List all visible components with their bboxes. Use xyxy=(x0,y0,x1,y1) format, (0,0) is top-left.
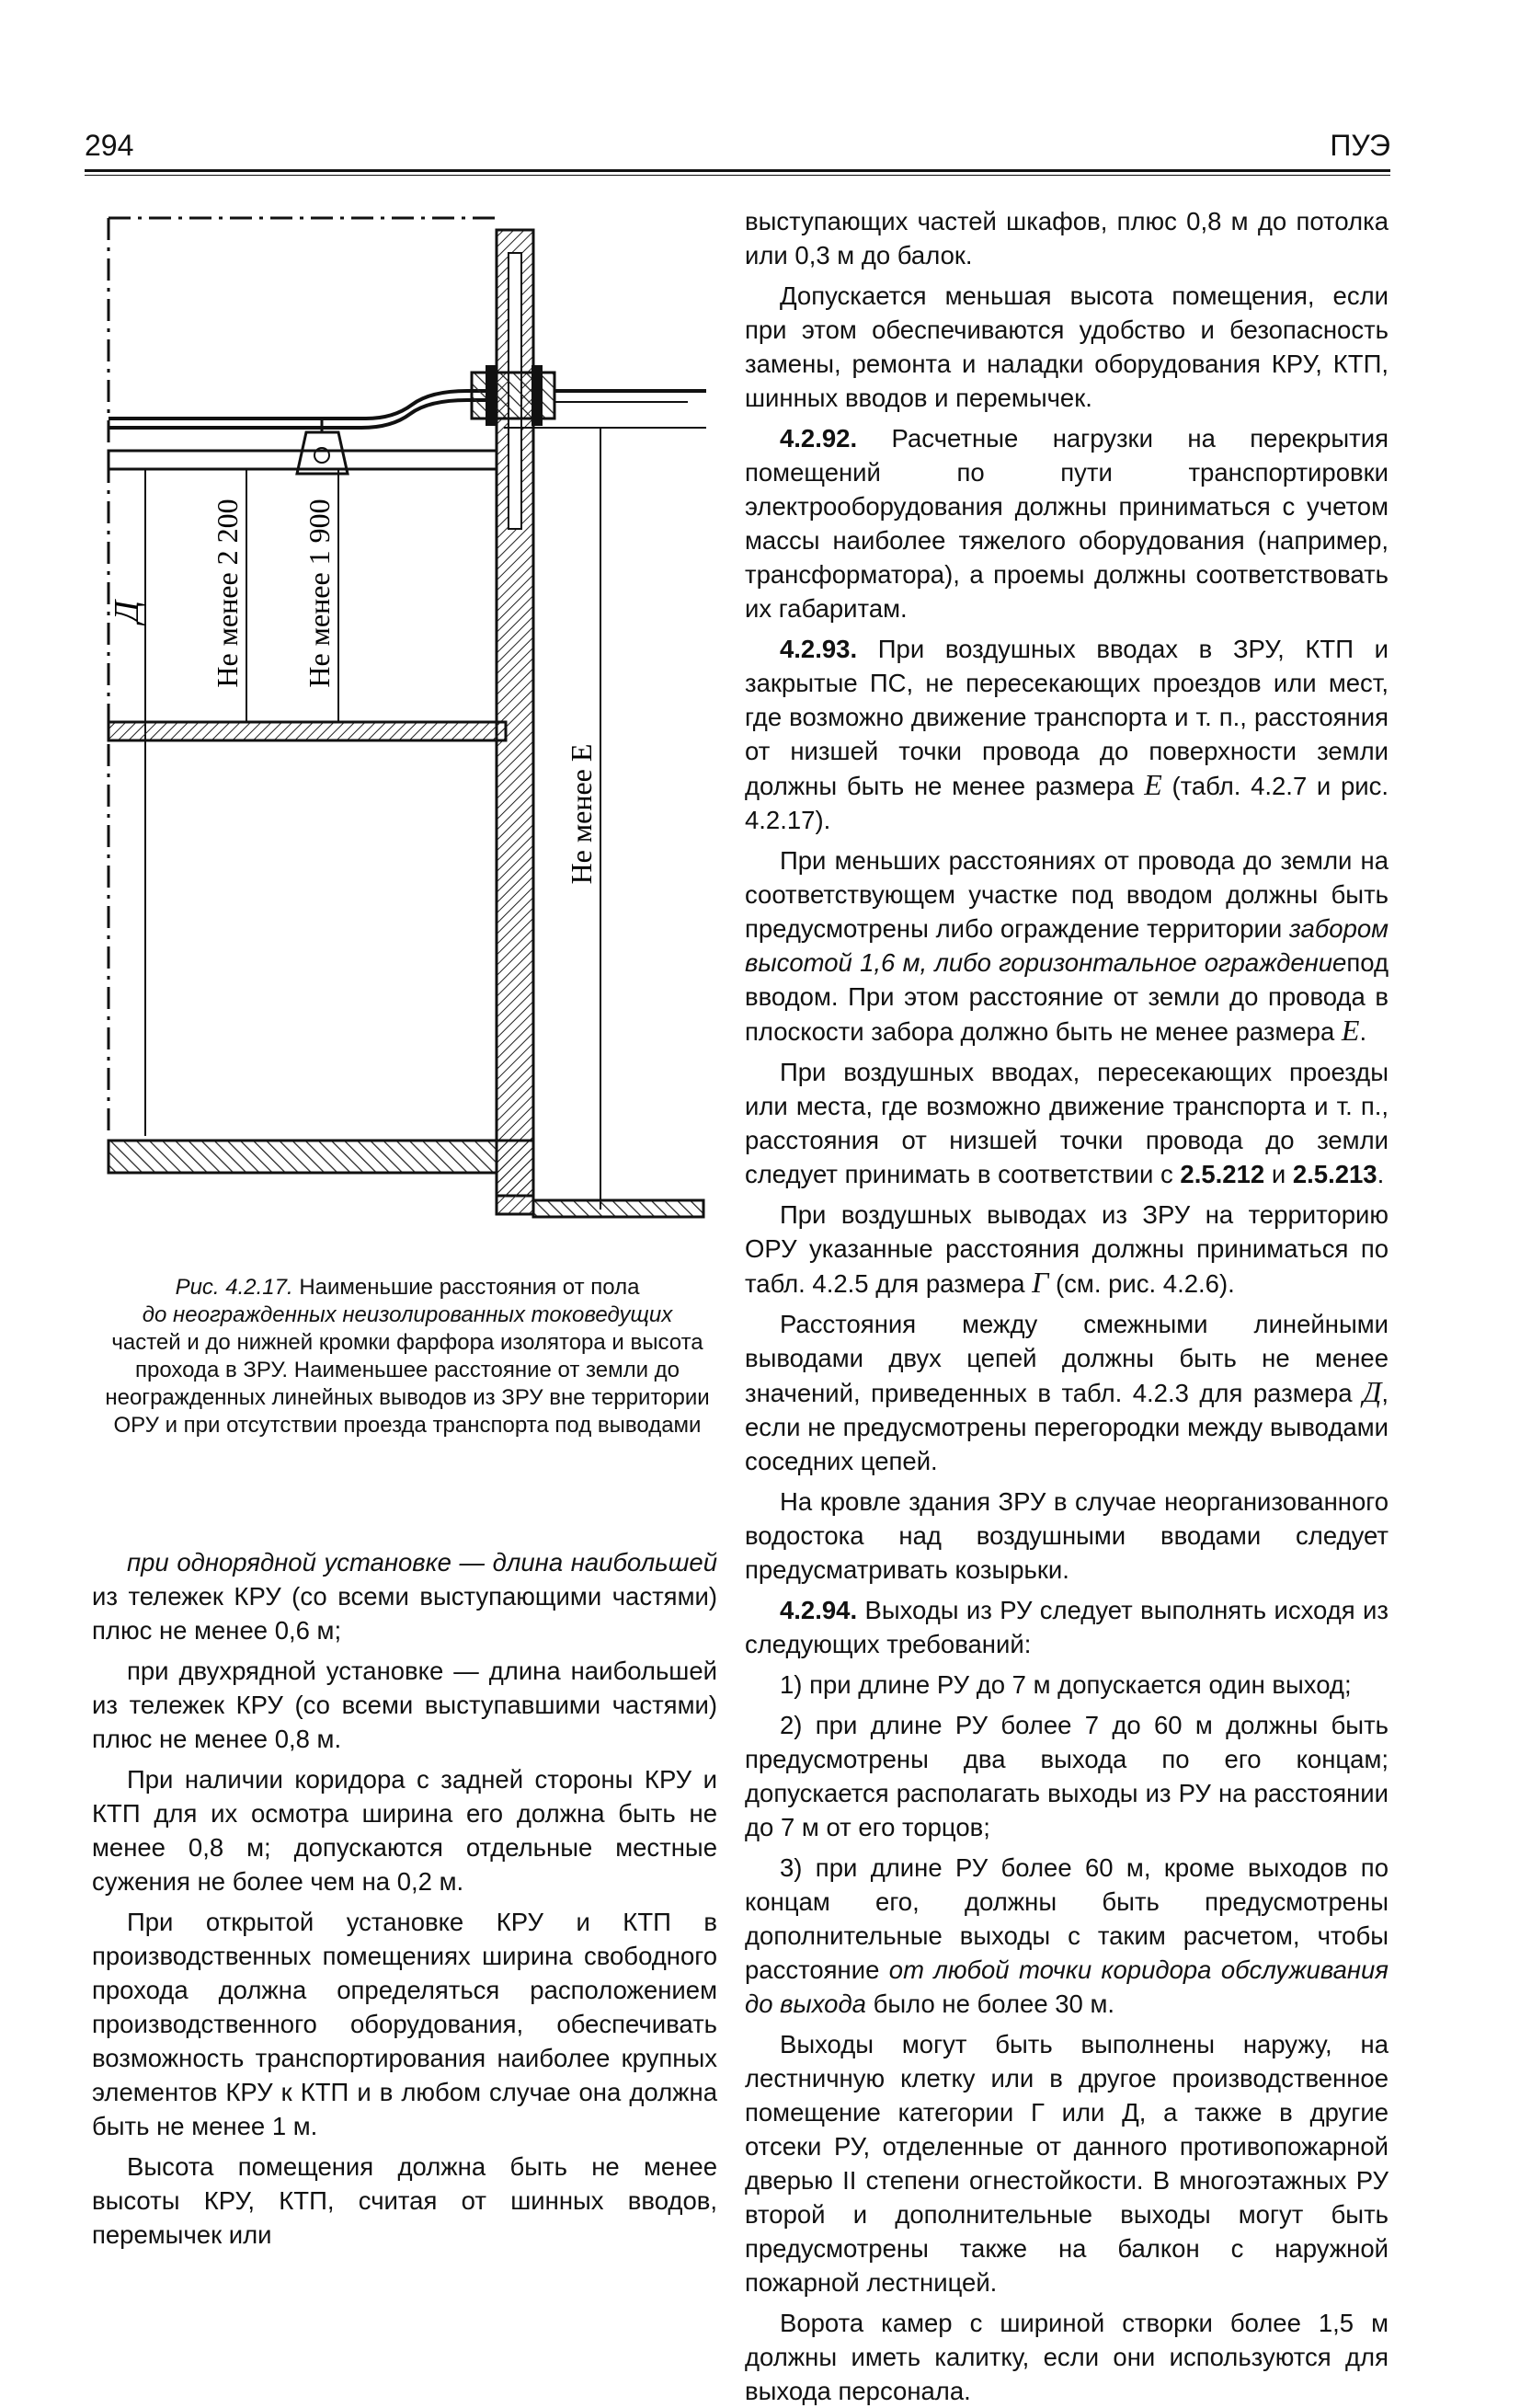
figure-caption xyxy=(99,1274,715,1439)
paragraph: выступающих частей шкафов, плюс 0,8 м до потолка или 0,3 м до балок. xyxy=(745,207,1389,269)
right-column xyxy=(745,204,1389,2408)
left-column xyxy=(92,1545,717,2252)
paragraph: На кровле здания ЗРУ в случае неорганизованного водостока над воздушными вводами следует предусматривать козырьки. xyxy=(745,1487,1389,1584)
figure-drawing xyxy=(99,207,706,1274)
paragraph: Ворота камер с шириной створки более 1,5 м должны иметь калитку, если они используются для выхода персонала. xyxy=(745,2309,1389,2405)
busbar-lower xyxy=(109,400,486,428)
caption-text-c: частей и до нижней кромки фарфора изолятора и высота прохода в ЗРУ. Наименьшее расстояние от земли до неогражденных линейных выводов из ЗРУ вне территории ОРУ и при отсутствии проезда транспорта под выводами xyxy=(105,1330,710,1438)
paragraph: при однорядной установке — длина наибольшей из тележек КРУ (со всеми выступающими частями) плюс не менее 0,6 м; xyxy=(92,1548,717,1645)
ground-outside xyxy=(533,1200,703,1217)
paragraph: При меньших расстояниях от провода до земли на соответствующем участке под вводом должны быть предусмотрены либо ограждение территории забором высотой 1,6 м, либо горизонтальное ограждениепод вводом. При этом расстояние от земли до провода в плоскости забора должно быть не менее размера Е. xyxy=(745,846,1389,1047)
clause-number: 4.2.94. xyxy=(780,1596,858,1624)
label-min-e: Не менее Е xyxy=(565,743,598,885)
clause-number: 4.2.93. xyxy=(780,635,858,663)
paragraph: Расстояния между смежными линейными выводами двух цепей должны быть не менее значений, приведенных в табл. 4.2.3 для размера Д, если не предусмотрены перегородки между выводами соседних цепей. xyxy=(745,1310,1389,1475)
paragraph-4-2-93: 4.2.93. При воздушных вводах в ЗРУ, КТП и закрытые ПС, не пересекающих проездов или мест, где возможно движение транспорта и т. п., расстояния от низшей точки провода до поверхности земли должны быть не менее размера Е (табл. 4.2.7 и рис. 4.2.17). xyxy=(745,635,1389,834)
foundation xyxy=(497,1141,533,1214)
list-item: 2) при длине РУ более 7 до 60 м должны быть предусмотрены два выхода по его концам; допускается располагать выходы из РУ на расстоянии до 7 м от его торцов; xyxy=(745,1711,1389,1841)
paragraph-4-2-92: 4.2.92. Расчетные нагрузки на перекрытия помещений по пути транспортировки электрооборудования должны приниматься с учетом массы наиболее тяжелого оборудования (например, трансформатора), а проемы должны соответствовать их габаритам. xyxy=(745,424,1389,623)
label-min-2200: Не менее 2 200 xyxy=(211,499,244,688)
paragraph: Высота помещения должна быть не менее высоты КРУ, КТП, считая от шинных вводов, перемычек или xyxy=(92,2152,717,2249)
label-min-1900: Не менее 1 900 xyxy=(303,499,336,688)
paragraph: При воздушных вводах, пересекающих проезды или места, где возможно движение транспорта и т. п., расстояния от низшей точки провода до земли следует принимать в соответствии с 2.5.212 и 2.5.213. xyxy=(745,1058,1389,1188)
page-header xyxy=(85,129,1390,175)
page-number: 294 xyxy=(85,129,134,162)
paragraph: при двухрядной установке — длина наибольшей из тележек КРУ (со всеми выступавшими частями) плюс не менее 0,8 м. xyxy=(92,1657,717,1753)
caption-label: Рис. 4.2.17. xyxy=(175,1275,293,1300)
caption-text-a: Наименьшие расстояния от пола xyxy=(299,1275,640,1300)
paragraph: При наличии коридора с задней стороны КРУ и КТП для их осмотра ширина его должна быть не менее 0,8 м; допускаются отдельные местные сужения не более чем на 0,2 м. xyxy=(92,1765,717,1896)
paragraph: При открытой установке КРУ и КТП в производственных помещениях ширина свободного прохода должна определяться расположением производственного оборудования, обеспечивать возможность транспортирования наиболее крупных элементов КРУ к КТП и в любом случае она должна быть не менее 1 м. xyxy=(92,1908,717,2140)
running-title: ПУЭ xyxy=(1330,129,1390,162)
walkway-floor xyxy=(109,722,506,740)
clause-number: 4.2.92. xyxy=(780,424,858,453)
figure-4-2-17 xyxy=(99,207,706,1274)
paragraph: Допускается меньшая высота помещения, если при этом обеспечиваются удобство и безопасность замены, ремонта и наладки оборудования КРУ, КТП, шинных вводов и перемычек. xyxy=(745,281,1389,412)
paragraph-4-2-94: 4.2.94. Выходы из РУ следует выполнять исходя из следующих требований: xyxy=(745,1596,1389,1658)
ground-floor xyxy=(109,1141,497,1173)
header-rule xyxy=(85,169,1390,172)
caption-text-b: до неогражденных неизолированных токоведущих xyxy=(142,1302,673,1327)
paragraph: Выходы могут быть выполнены наружу, на лестничную клетку или в другое производственное помещение категории Г или Д, а также в другие отсеки РУ, отделенные от данного противопожарной дверью II степени огнестойкости. В многоэтажных РУ второй и дополнительные выходы могут быть предусмотрены также на балкон с наружной пожарной лестницей. xyxy=(745,2030,1389,2297)
paragraph: При воздушных выводах из ЗРУ на территорию ОРУ указанные расстояния должны приниматься по табл. 4.2.5 для размера Г (см. рис. 4.2.6). xyxy=(745,1200,1389,1299)
list-item: 1) при длине РУ до 7 м допускается один выход; xyxy=(780,1670,1352,1699)
header-rule-thin xyxy=(85,175,1390,176)
bushing-insulator-icon xyxy=(472,365,554,426)
list-item: 3) при длине РУ более 60 м, кроме выходов по концам его, должны быть предусмотрены дополнительные выходы с таким расчетом, чтобы расстояние от любой точки коридора обслуживания до выхода было не более 30 м. xyxy=(745,1853,1389,2018)
label-d: Д xyxy=(108,600,146,624)
